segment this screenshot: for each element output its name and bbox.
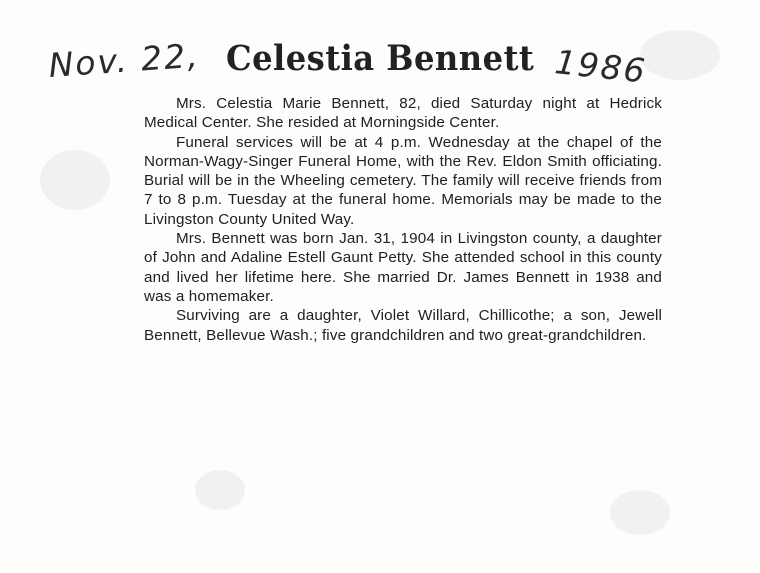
- paragraph-funeral-services: Funeral services will be at 4 p.m. Wednesday at the chapel of the Norman-Wagy-Singer Funeral Home, with the Rev. Eldon Smith officiating. Burial will be in the Wheeling cemetery. The family will receive friends from 7 to 8 p.m. Tuesday at the funeral home. Memorials may be made to the Livingston County United Way.: [144, 133, 662, 228]
- paper-speck: [195, 470, 245, 510]
- paragraph-biography: Mrs. Bennett was born Jan. 31, 1904 in Livingston county, a daughter of John and Adaline Estell Gaunt Petty. She attended school in this county and lived her lifetime here. She married Dr. James Bennett in 1938 and was a homemaker.: [144, 230, 662, 305]
- handwritten-year: 1986: [553, 42, 649, 91]
- paper-speck: [610, 490, 670, 535]
- paper-speck: [640, 30, 720, 80]
- obituary-body: [144, 94, 662, 345]
- paper-speck: [40, 150, 110, 210]
- paragraph-survivors: Surviving are a daughter, Violet Willard, Chillicothe; a son, Jewell Bennett, Bellevue Wash.; five grandchildren and two great-grandchildren.: [144, 307, 662, 344]
- obituary-headline: Celestia Bennett: [226, 38, 535, 79]
- handwritten-date: Nov. 22,: [47, 35, 201, 85]
- paragraph-death-notice: Mrs. Celestia Marie Bennett, 82, died Saturday night at Hedrick Medical Center. She resided at Morningside Center.: [144, 95, 662, 132]
